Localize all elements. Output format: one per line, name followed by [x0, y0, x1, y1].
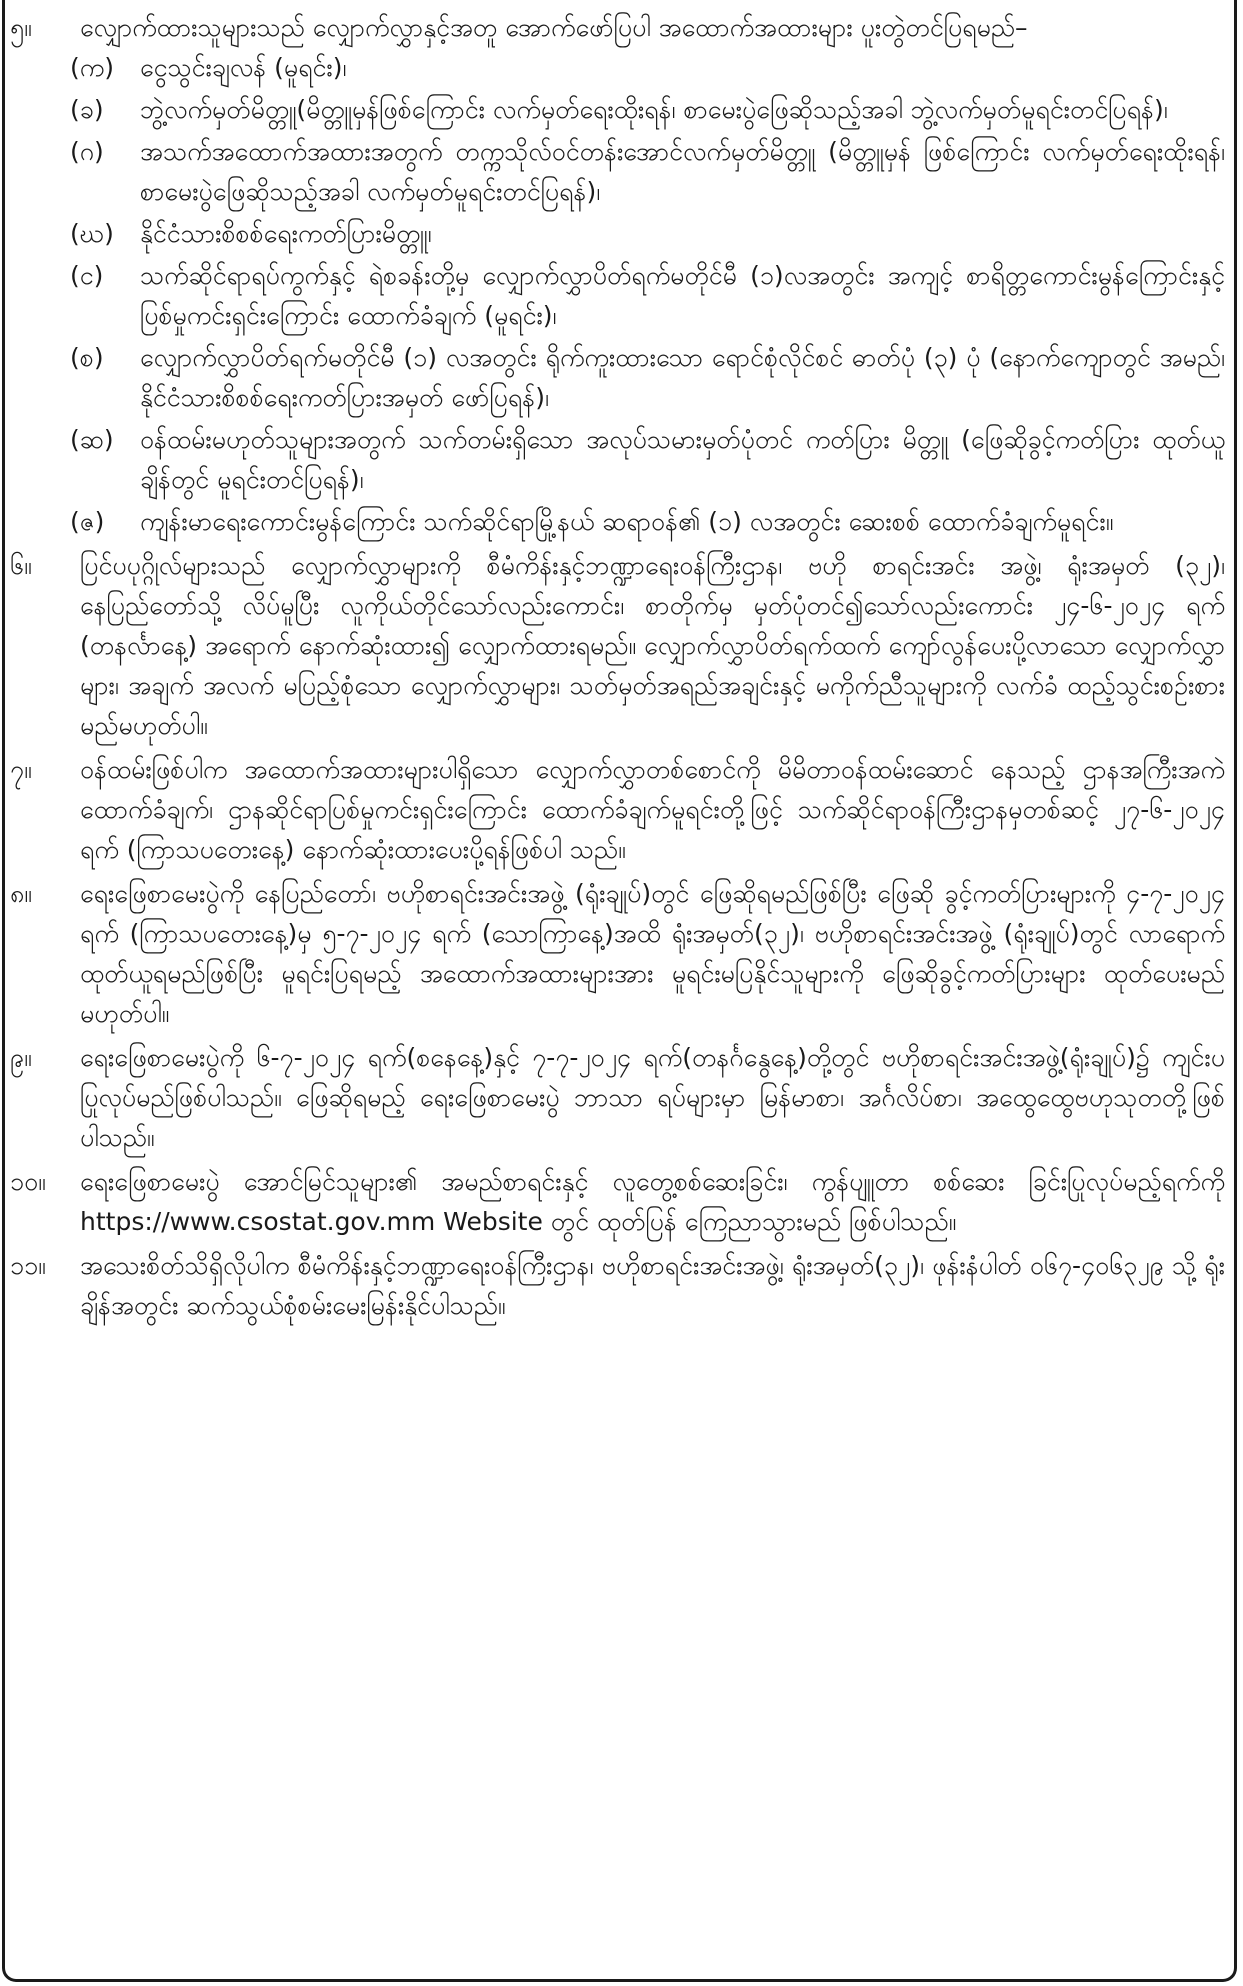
paragraph-text: ရေးဖြေစာမေးပွဲကို နေပြည်တော်၊ ဗဟိုစာရင်းအင်းအဖွဲ့ (ရုံးချုပ်)တွင် ဖြေဆိုရမည်ဖြစ်ပြီး ဖြေဆို ခွင့်ကတ်ပြားများကို ၄-၇-၂၀၂၄ ရက် (ကြာသပတေးနေ့)မှ ၅-၇-၂၀၂၄ ရက် (သောကြာနေ့)အထိ ရုံးအမှတ်(၃၂)၊ ဗဟိုစာရင်းအင်းအဖွဲ့ (ရုံးချုပ်)တွင် လာရောက်ထုတ်ယူရမည်ဖြစ်ပြီး မူရင်းပြရမည့် အထောက်အထားများအား မူရင်းမပြနိုင်သူများကို ဖြေဆိုခွင့်ကတ်ပြားများ ထုတ်ပေးမည်မဟုတ်ပါ။ — [80, 879, 1225, 1028]
requirement-item — [70, 90, 1225, 130]
requirement-text: ဝန်ထမ်းမဟုတ်သူများအတွက် သက်တမ်းရှိသော အလုပ်သမားမှတ်ပုံတင် ကတ်ပြား မိတ္တူ (ဖြေဆိုခွင့်ကတ်ပြား ထုတ်ယူချိန်တွင် မူရင်းတင်ပြရန်)၊ — [140, 425, 1225, 494]
requirement-item — [70, 502, 1225, 542]
paragraph-number: ၆။ — [10, 551, 32, 580]
paragraph-head — [10, 8, 1225, 48]
requirement-label: (ဂ) — [70, 137, 104, 166]
requirement-label: (က) — [70, 53, 114, 82]
requirement-label: (င) — [70, 261, 104, 290]
requirement-item — [70, 132, 1225, 212]
requirement-item — [70, 214, 1225, 254]
notice-body — [10, 8, 1225, 1330]
requirement-text: အသက်အထောက်အထားအတွက် တက္ကသိုလ်ဝင်တန်းအောင်လက်မှတ်မိတ္တူ (မိတ္တူမှန် ဖြစ်ကြောင်း လက်မှတ်ရေးထိုးရန်၊ စာမေးပွဲဖြေဆိုသည့်အခါ လက်မှတ်မူရင်းတင်ပြရန်)၊ — [140, 137, 1225, 206]
paragraph-text: ဝန်ထမ်းဖြစ်ပါက အထောက်အထားများပါရှိသော လျှောက်လွှာတစ်စောင်ကို မိမိတာဝန်ထမ်းဆောင် နေသည့် ဌာနအကြီးအကဲထောက်ခံချက်၊ ဌာနဆိုင်ရာပြစ်မှုကင်းရှင်းကြောင်း ထောက်ခံချက်မူရင်းတို့ဖြင့် သက်ဆိုင်ရာဝန်ကြီးဌာနမှတစ်ဆင့် ၂၇-၆-၂၀၂၄ ရက် (ကြာသပတေးနေ့) နောက်ဆုံးထားပေးပို့ရန်ဖြစ်ပါ သည်။ — [80, 755, 1225, 864]
requirement-item — [70, 420, 1225, 500]
requirement-text: ငွေသွင်းချလန် (မူရင်း)၊ — [140, 53, 347, 82]
paragraph-number: ၁၀။ — [10, 1167, 46, 1196]
requirement-text: ကျန်းမာရေးကောင်းမွန်ကြောင်း သက်ဆိုင်ရာမြို့နယ် ဆရာဝန်၏ (၁) လအတွင်း ဆေးစစ် ထောက်ခံချက်မူရင်း။ — [140, 507, 1114, 536]
paragraph-5 — [10, 8, 1225, 542]
requirement-label: (စ) — [70, 343, 104, 372]
requirement-text: နိုင်ငံသားစိစစ်ရေးကတ်ပြားမိတ္တူ၊ — [140, 219, 432, 248]
requirement-text: လျှောက်လွှာပိတ်ရက်မတိုင်မီ (၁) လအတွင်း ရိုက်ကူးထားသော ရောင်စုံလိုင်စင် ဓာတ်ပုံ (၃) ပုံ (နောက်ကျောတွင် အမည်၊ နိုင်ငံသားစိစစ်ရေးကတ်ပြားအမှတ် ဖော်ပြရန်)၊ — [140, 343, 1225, 412]
requirement-label: (ဆ) — [70, 425, 114, 454]
paragraph-text: ပြင်ပပုဂ္ဂိုလ်များသည် လျှောက်လွှာများကို စီမံကိန်းနှင့်ဘဏ္ဍာရေးဝန်ကြီးဌာန၊ ဗဟို စာရင်းအင်း အဖွဲ့၊ ရုံးအမှတ် (၃၂)၊ နေပြည်တော်သို့ လိပ်မူပြီး လူကိုယ်တိုင်သော်လည်းကောင်း၊ စာတိုက်မှ မှတ်ပုံတင်၍သော်လည်းကောင်း ၂၄-၆-၂၀၂၄ ရက် (တနင်္လာနေ့) အရောက် နောက်ဆုံးထား၍ လျှောက်ထားရမည်။ လျှောက်လွှာပိတ်ရက်ထက် ကျော်လွန်ပေးပို့လာသော လျှောက်လွှာများ၊ အချက် အလက် မပြည့်စုံသော လျှောက်လွှာများ၊ သတ်မှတ်အရည်အချင်းနှင့် မကိုက်ညီသူများကို လက်ခံ ထည့်သွင်းစဉ်းစားမည်မဟုတ်ပါ။ — [80, 551, 1225, 740]
requirement-item — [70, 338, 1225, 418]
requirement-item — [70, 256, 1225, 336]
paragraph-text: ရေးဖြေစာမေးပွဲ အောင်မြင်သူများ၏ အမည်စာရင်းနှင့် လူတွေ့စစ်ဆေးခြင်း၊ ကွန်ပျူတာ စစ်ဆေး ခြင်းပြုလုပ်မည့်ရက်ကို https://www.csostat.gov.mm Website တွင် ထုတ်ပြန် ကြေညာသွားမည် ဖြစ်ပါသည်။ — [80, 1167, 1225, 1236]
requirement-list — [70, 48, 1225, 542]
requirement-item — [70, 48, 1225, 88]
requirement-label: (ဃ) — [70, 219, 114, 248]
paragraph-number: ၇။ — [10, 755, 32, 784]
paragraph-9 — [10, 1038, 1225, 1158]
paragraph-number: ၁၁။ — [10, 1251, 46, 1280]
requirement-label: (ဇ) — [70, 507, 105, 536]
paragraph-6 — [10, 546, 1225, 746]
requirement-text: ဘွဲ့လက်မှတ်မိတ္တူ(မိတ္တူမှန်ဖြစ်ကြောင်း လက်မှတ်ရေးထိုးရန်၊ စာမေးပွဲဖြေဆိုသည့်အခါ ဘွဲ့လက်မှတ်မူရင်းတင်ပြရန်)၊ — [140, 95, 1168, 124]
paragraph-head — [10, 546, 1225, 746]
paragraph-10 — [10, 1162, 1225, 1242]
paragraph-head — [10, 1162, 1225, 1242]
paragraph-head — [10, 1038, 1225, 1158]
paragraph-head — [10, 750, 1225, 870]
paragraph-number: ၉။ — [10, 1043, 32, 1072]
requirement-text: သက်ဆိုင်ရာရပ်ကွက်နှင့် ရဲစခန်းတို့မှ လျှောက်လွှာပိတ်ရက်မတိုင်မီ (၁)လအတွင်း အကျင့် စာရိတ္တကောင်းမွန်ကြောင်းနှင့် ပြစ်မှုကင်းရှင်းကြောင်း ထောက်ခံချက် (မူရင်း)၊ — [140, 261, 1225, 330]
paragraph-text: လျှောက်ထားသူများသည် လျှောက်လွှာနှင့်အတူ အောက်ဖော်ပြပါ အထောက်အထားများ ပူးတွဲတင်ပြရမည်– — [80, 13, 1028, 42]
paragraph-number: ၈။ — [10, 879, 32, 908]
paragraph-7 — [10, 750, 1225, 870]
paragraph-text: ရေးဖြေစာမေးပွဲကို ၆-၇-၂၀၂၄ ရက်(စနေနေ့)နှင့် ၇-၇-၂၀၂၄ ရက်(တနင်္ဂနွေနေ့)တို့တွင် ဗဟိုစာရင်းအင်းအဖွဲ့(ရုံးချုပ်)၌ ကျင်းပပြုလုပ်မည်ဖြစ်ပါသည်။ ဖြေဆိုရမည့် ရေးဖြေစာမေးပွဲ ဘာသာ ရပ်များမှာ မြန်မာစာ၊ အင်္ဂလိပ်စာ၊ အထွေထွေဗဟုသုတတို့ဖြစ်ပါသည်။ — [80, 1043, 1225, 1152]
paragraph-text: အသေးစိတ်သိရှိလိုပါက စီမံကိန်းနှင့်ဘဏ္ဍာရေးဝန်ကြီးဌာန၊ ဗဟိုစာရင်းအင်းအဖွဲ့၊ ရုံးအမှတ်(၃၂)၊ ဖုန်းနံပါတ် ၀၆၇-၄၀၆၃၂၉ သို့ ရုံးချိန်အတွင်း ဆက်သွယ်စုံစမ်းမေးမြန်းနိုင်ပါသည်။ — [80, 1251, 1225, 1320]
requirement-label: (ခ) — [70, 95, 104, 124]
paragraph-number: ၅။ — [10, 13, 32, 42]
paragraph-8 — [10, 874, 1225, 1034]
paragraph-11 — [10, 1246, 1225, 1326]
paragraph-head — [10, 1246, 1225, 1326]
paragraph-head — [10, 874, 1225, 1034]
